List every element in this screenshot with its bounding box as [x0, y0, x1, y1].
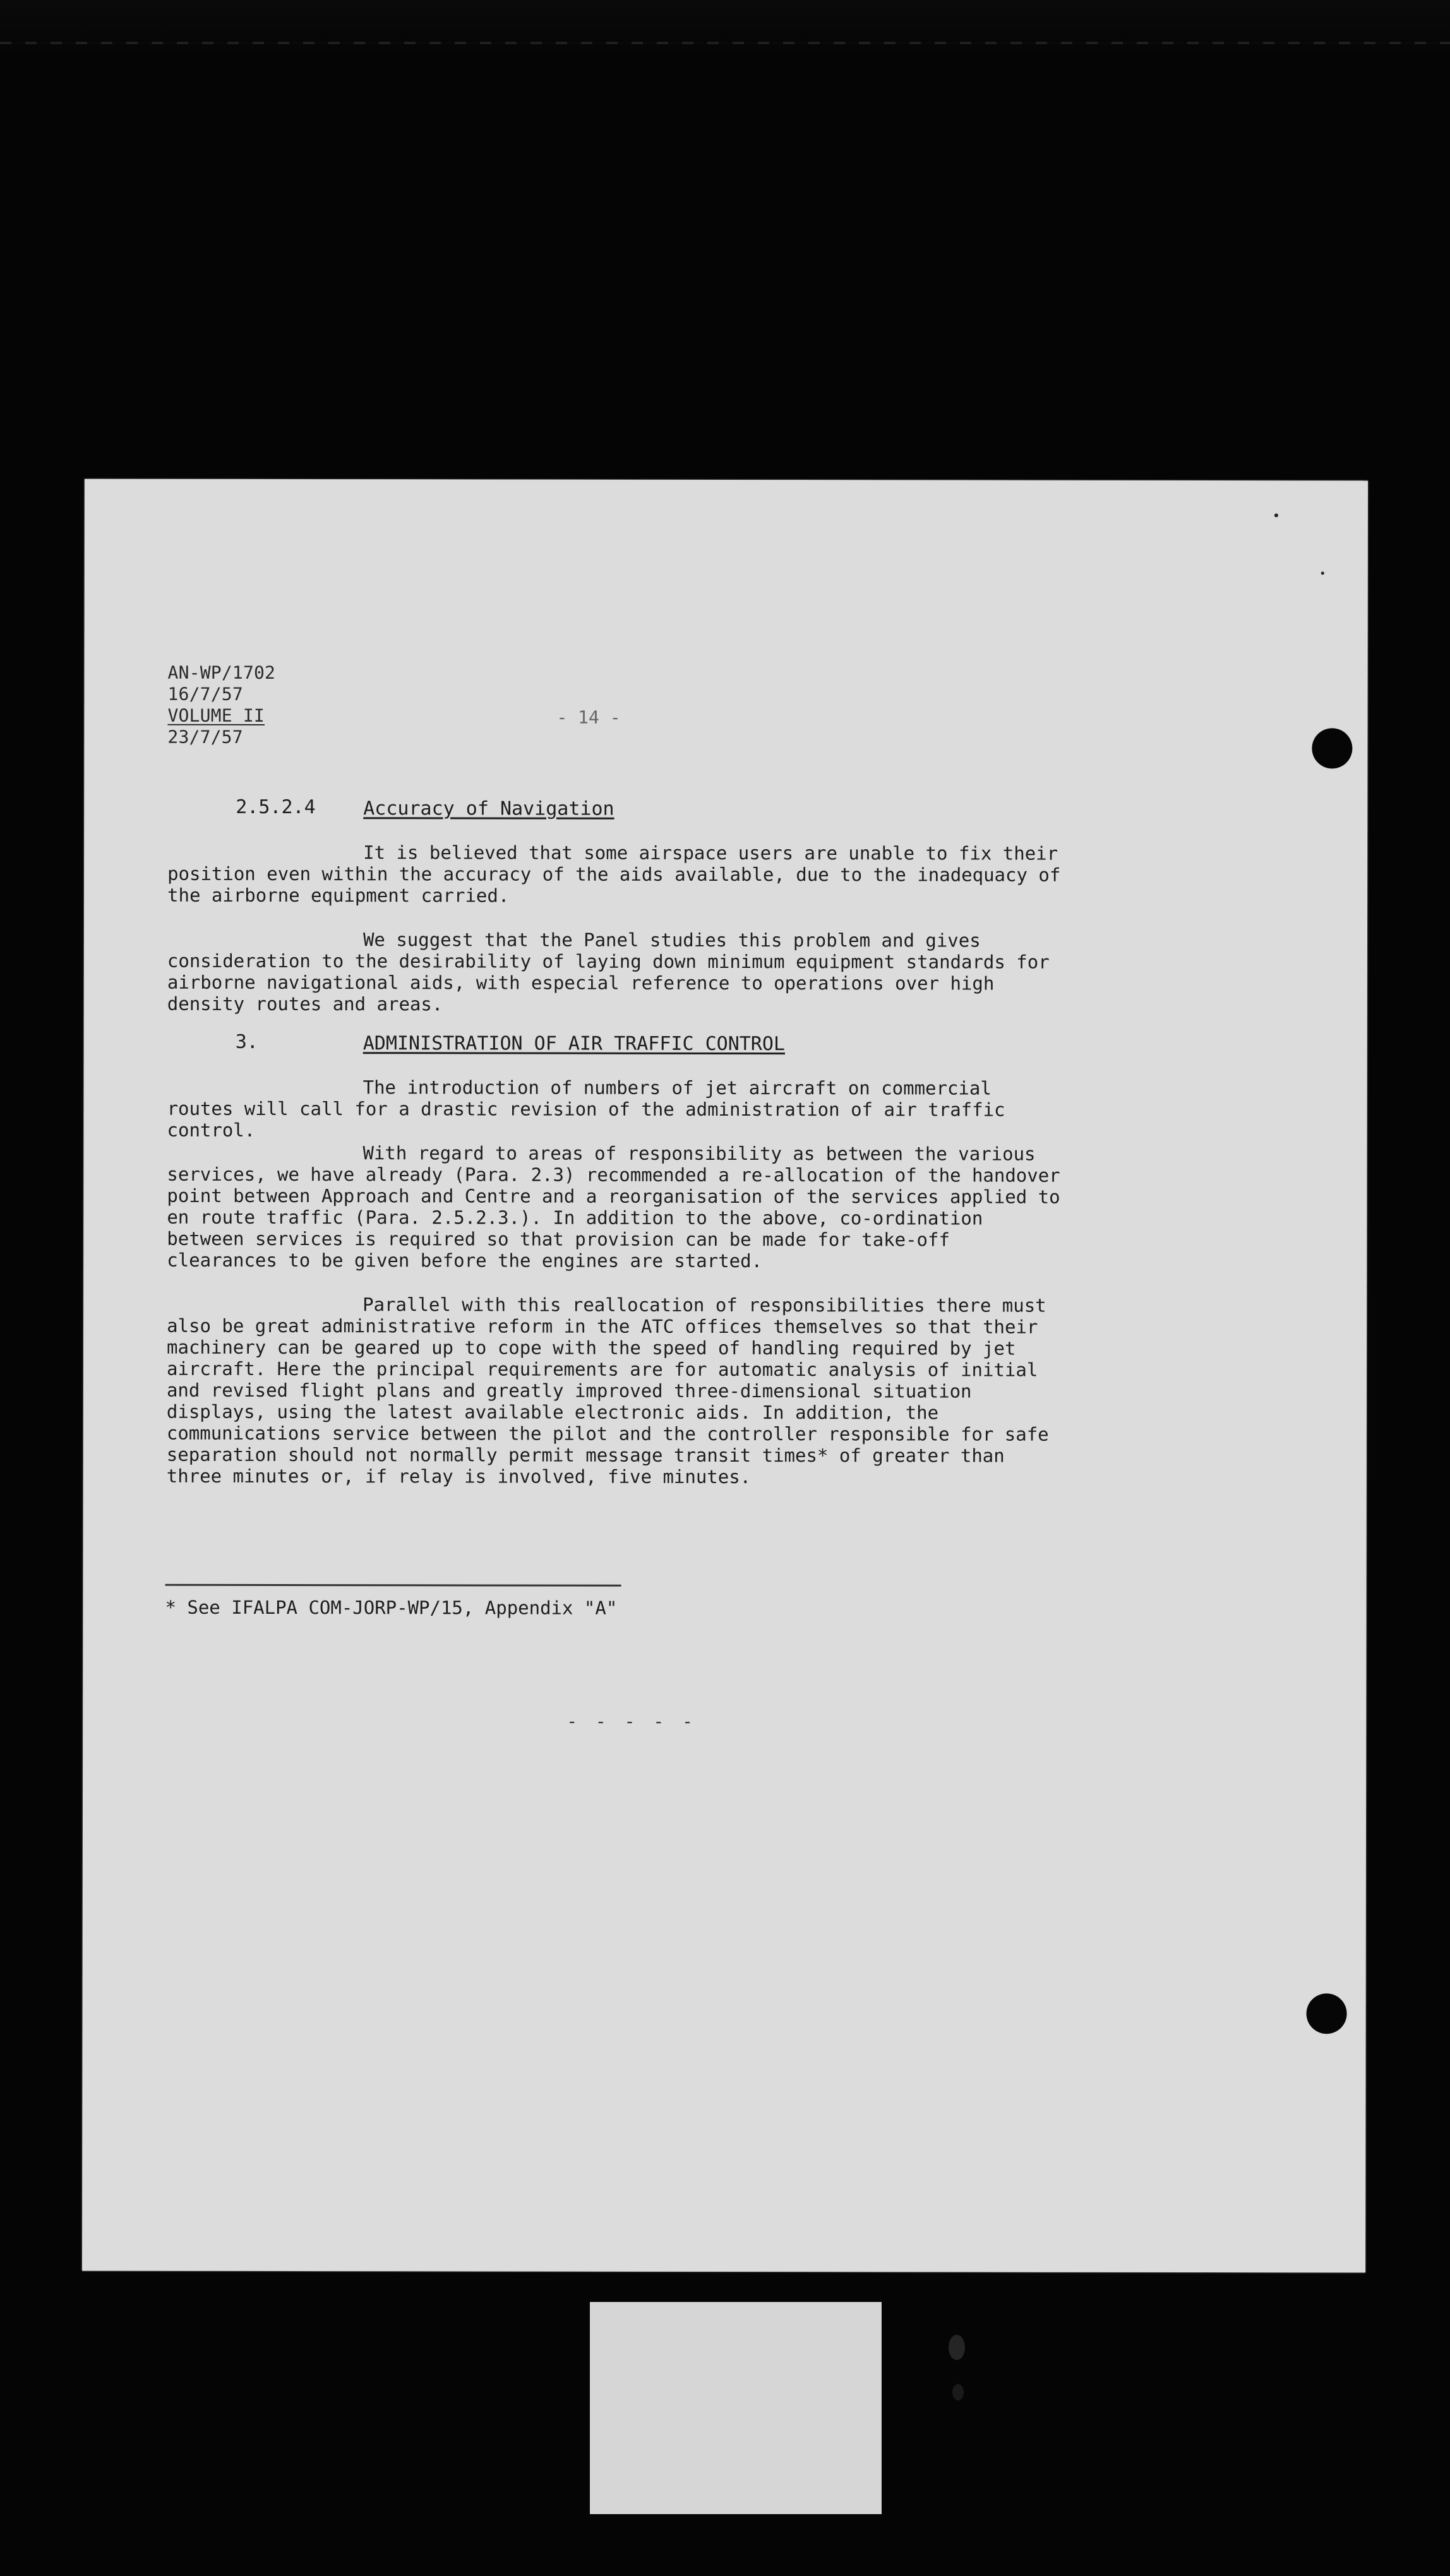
film-strip-edge	[0, 42, 1450, 44]
end-mark: - - - - -	[566, 1710, 697, 1732]
section-title: ADMINISTRATION OF AIR TRAFFIC CONTROL	[362, 1032, 786, 1056]
paragraph	[167, 1294, 1064, 1488]
section-title: Accuracy of Navigation	[363, 797, 614, 820]
film-smudge	[952, 2384, 964, 2400]
paragraph-text: With regard to areas of responsibility as between the various services, we have already (Para. 2.3) recommended a re-allocation of the handover point between Approach and Centre and a reorganisation of the services applied to en route traffic (Para. 2.5.2.3.). In addition to the above, co-ordination between services is required so that provision can be made for take-off clearances to be given before the engines are started.	[167, 1142, 1060, 1272]
reference-revision-date: 23/7/57	[167, 726, 243, 748]
footnote-divider	[165, 1584, 621, 1587]
section-number: 3.	[235, 1030, 258, 1053]
footnote: * See IFALPA COM-JORP-WP/15, Appendix "A"	[165, 1596, 618, 1619]
section-number: 2.5.2.4	[236, 796, 316, 819]
page-number: - 14 -	[556, 707, 621, 728]
paragraph-text: The introduction of numbers of jet aircraft on commercial routes will call for a drastic revision of the administration of air traffic control.	[167, 1076, 1005, 1141]
film-label-card	[590, 2302, 882, 2514]
reference-number: AN-WP/1702	[167, 662, 276, 684]
reference-date: 16/7/57	[167, 683, 243, 705]
film-smudge	[949, 2335, 965, 2360]
paragraph	[167, 1142, 1064, 1272]
punch-hole-top	[1312, 728, 1352, 768]
document-reference	[167, 662, 275, 748]
paragraph	[167, 842, 1064, 907]
page-speck	[1274, 513, 1278, 517]
document-page	[82, 479, 1368, 2273]
film-strip-top	[0, 0, 1450, 57]
paragraph-text: It is believed that some airspace users are unable to fix their position even within the accuracy of the aids available, due to the inadequacy of the airborne equipment carried.	[167, 842, 1061, 907]
paragraph-text: Parallel with this reallocation of responsibilities there must also be great administrative reform in the ATC offices themselves so that their machinery can be geared up to cope with the speed of handling required by jet aircraft. Here the principal requirements are for automatic analysis of initial and revised flight plans and greatly improved three-dimensional situation displays, using the latest available electronic aids. In addition, the communications service between the pilot and the controller responsible for safe separation should not normally permit message transit times* of greater than three minutes or, if relay is involved, five minutes.	[166, 1294, 1049, 1488]
punch-hole-bottom	[1307, 1993, 1347, 2034]
reference-volume: VOLUME II	[167, 705, 265, 726]
page-speck	[1321, 571, 1324, 575]
paragraph-text: We suggest that the Panel studies this problem and gives consideration to the desirability of laying down minimum equipment standards for airborne navigational aids, with especial reference to operations over high density routes and areas.	[167, 929, 1050, 1015]
paragraph	[167, 1076, 1064, 1142]
paragraph	[167, 929, 1064, 1016]
